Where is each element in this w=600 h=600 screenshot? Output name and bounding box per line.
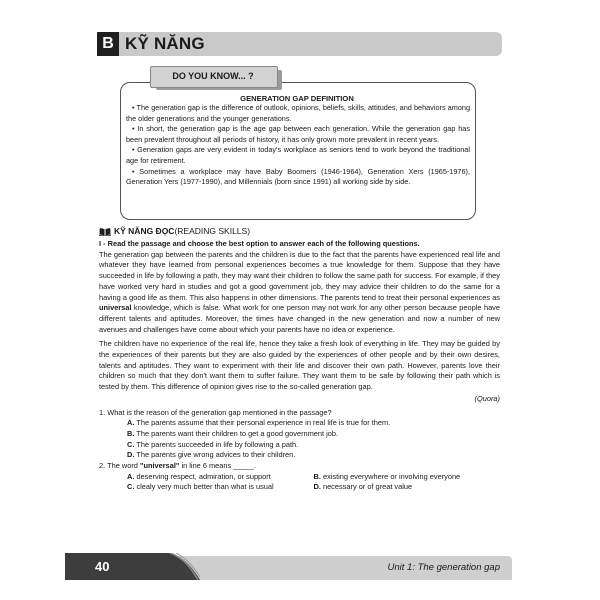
definition-bullet: • Sometimes a workplace may have Baby Boomers (1946-1964), Generation Xers (1965-1976), Generation Yers (1977-1990), and Millennials (born since 1991) all working side by side.	[126, 166, 470, 187]
option-text: necessary or of great value	[320, 482, 413, 492]
did-you-know-label: DO YOU KNOW... ?	[172, 71, 254, 81]
question-2-options-row	[99, 482, 500, 493]
option-letter: D.	[313, 482, 321, 492]
page-number: 40	[95, 559, 110, 574]
option-text: The parents succeeded in life by following a path.	[134, 439, 299, 449]
unit-label: Unit 1: The generation gap	[387, 562, 500, 573]
question-1-options	[99, 418, 500, 461]
passage-source: (Quora)	[474, 393, 500, 403]
definition-heading: GENERATION GAP DEFINITION	[240, 94, 354, 103]
footer-page-block	[65, 553, 170, 580]
definition-bullet: • The generation gap is the difference of outlook, opinions, beliefs, skills, attitudes, and behaviors among the older generations and the younger generations.	[126, 103, 470, 123]
definition-bullet: • In short, the generation gap is the age gap between each generation. While the generation gap has been prevalent throughout all periods of history, it has only grown more prevalent in recent years.	[126, 124, 470, 144]
definition-bullet: • Generation gaps are very evident in today's workplace as seniors tend to work beyond the traditional age for retirement.	[126, 145, 470, 165]
reading-passage	[99, 239, 500, 493]
option-text: The parents want their children to get a good government job.	[134, 428, 339, 438]
option-text: The parents assume that their personal experience in real life is true for them.	[134, 418, 391, 428]
question-2	[99, 461, 500, 472]
reading-skills-title-normal: (READING SKILLS)	[174, 226, 251, 236]
reading-skills-title	[99, 226, 250, 237]
answer-option[interactable]	[127, 418, 500, 429]
footer-wave-decoration	[158, 553, 200, 580]
passage-text: knowledge, which is false. What work for one person may not work for any other person because people have different talents and aptitudes. Moreover, the times have changed in the new generation and now a number of new avenues and challenges have come about which your parents have no idea or experience.	[99, 303, 500, 334]
answer-option[interactable]	[127, 429, 500, 440]
answer-option[interactable]	[127, 472, 314, 483]
answer-option[interactable]	[127, 440, 500, 451]
exercise-instruction: I - Read the passage and choose the best option to answer each of the following questions.	[99, 239, 420, 248]
highlighted-word: universal	[99, 303, 132, 313]
section-badge: B	[97, 32, 119, 56]
reading-skills-title-bold: KỸ NĂNG ĐỌC	[114, 226, 175, 236]
option-text: clealy very much better than what is usual	[134, 482, 274, 492]
section-title: KỸ NĂNG	[125, 34, 205, 53]
question-text: 2. The word	[99, 461, 140, 471]
question-2-options-row	[99, 472, 500, 483]
answer-option[interactable]	[127, 482, 314, 493]
option-letter: C.	[127, 482, 135, 492]
book-icon	[99, 227, 111, 236]
question-text: in line 6 means _____.	[179, 461, 256, 471]
option-letter: A.	[127, 471, 135, 481]
option-letter: D.	[127, 450, 135, 460]
option-text: deserving respect, admiration, or support	[134, 471, 271, 481]
passage-paragraph-1	[99, 250, 500, 336]
answer-option[interactable]	[127, 450, 500, 461]
question-keyword: "universal"	[139, 461, 180, 471]
option-text: existing everywhere or involving everyone	[320, 471, 461, 481]
option-letter: B.	[127, 428, 135, 438]
option-letter: B.	[313, 471, 321, 481]
answer-option[interactable]	[314, 482, 501, 493]
option-letter: A.	[127, 418, 135, 428]
option-text: The parents give wrong advices to their children.	[134, 450, 296, 460]
definition-body	[126, 103, 470, 188]
question-1: 1. What is the reason of the generation gap mentioned in the passage?	[99, 407, 332, 417]
passage-paragraph-2: The children have no experience of the real life, hence they take a fresh look of everything in life. They may be guided by the experiences of their parents but they are also guided by the experiences of other people and by their own desires, talents and aptitudes. They want to experiment with their life and discover their own path. However, parents love their children so much that they don't want them to suffer failure. They want them to be safe by following their path which is tested by them. This difference of opinion gives rise to the so-called generation gap.	[99, 339, 500, 392]
passage-text: The generation gap between the parents and the children is due to the fact that the parents have experienced real life and whatever they have learned from personal experiences becomes a true knowledge for them. Suppose that they have succeeded in life by following a path, they may want their children to follow the same path for success. For example, if they have worked very hard in studies and got a good government job, they may advice their children to do the same for a having a good life as them. This also happens in other dimensions. The parents tend to treat their personal experiences as	[99, 249, 500, 302]
option-letter: C.	[127, 439, 135, 449]
answer-option[interactable]	[314, 472, 501, 483]
